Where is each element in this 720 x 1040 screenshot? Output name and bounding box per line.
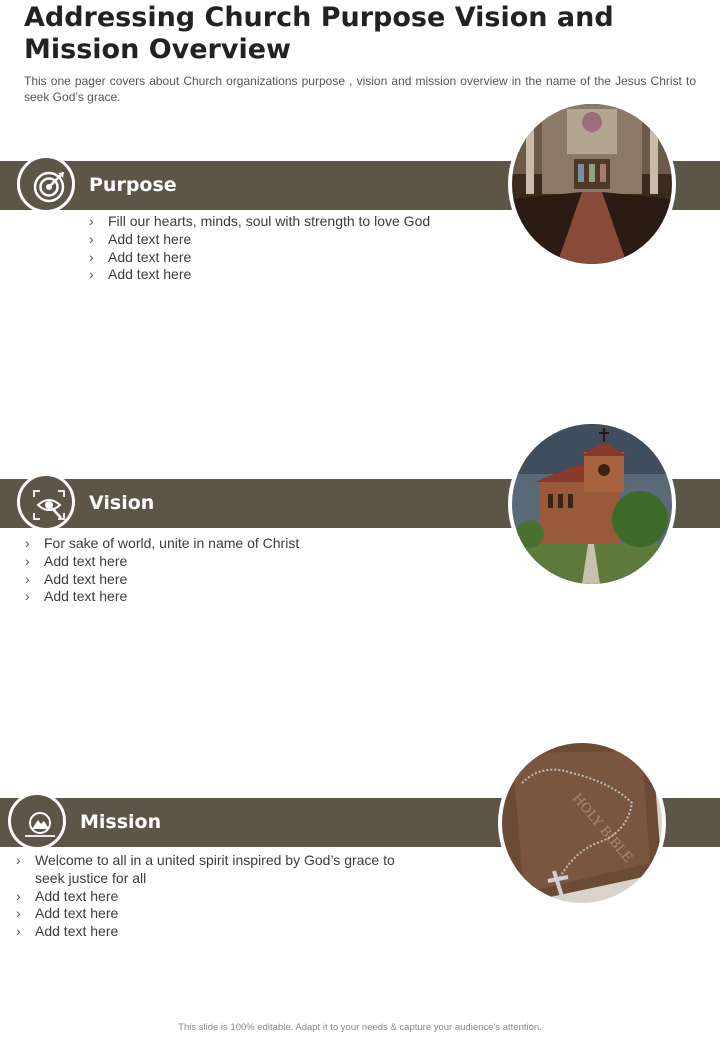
purpose-icon-badge xyxy=(17,155,75,213)
list-item: › Add text here xyxy=(25,552,128,569)
holy-bible-photo xyxy=(498,739,666,907)
purpose-list xyxy=(89,213,489,284)
mission-icon-badge xyxy=(8,792,66,850)
list-item: › Welcome to all in a united spirit inspired by God’s grace to seek justice for all xyxy=(16,852,395,886)
list-item: › Add text here xyxy=(16,887,119,904)
list-item: › Fill our hearts, minds, soul with strength to love God xyxy=(89,213,431,229)
vision-heading: Vision xyxy=(89,492,155,514)
eye-icon xyxy=(32,488,66,522)
page-title: Addressing Church Purpose Vision and Mission Overview xyxy=(24,2,614,65)
page-subtitle: This one pager covers about Church organizations purpose , vision and mission overview in the name of the Jesus Christ to seek God’s grace. xyxy=(24,74,696,104)
list-item: › Add text here xyxy=(89,230,192,247)
list-item: › Add text here xyxy=(16,923,119,940)
church-interior-photo xyxy=(508,100,676,268)
mountain-icon xyxy=(23,807,57,841)
list-item: › Add text here xyxy=(16,905,119,922)
mission-heading: Mission xyxy=(80,811,162,833)
svg-text:HOLY BIBLE: HOLY BIBLE xyxy=(568,790,635,866)
list-item: › For sake of world, unite in name of Christ xyxy=(25,535,300,551)
purpose-heading: Purpose xyxy=(89,174,177,196)
vision-list xyxy=(25,535,465,606)
footer-note: This slide is 100% editable. Adapt it to your needs & capture your audience’s attention. xyxy=(178,1022,542,1033)
target-icon xyxy=(32,170,66,204)
mission-list xyxy=(16,852,416,941)
list-item: › Add text here xyxy=(89,248,192,265)
vision-icon-badge xyxy=(17,473,75,531)
list-item: › Add text here xyxy=(89,266,192,283)
list-item: › Add text here xyxy=(25,588,128,605)
church-building-photo xyxy=(508,420,676,588)
list-item: › Add text here xyxy=(25,570,128,587)
